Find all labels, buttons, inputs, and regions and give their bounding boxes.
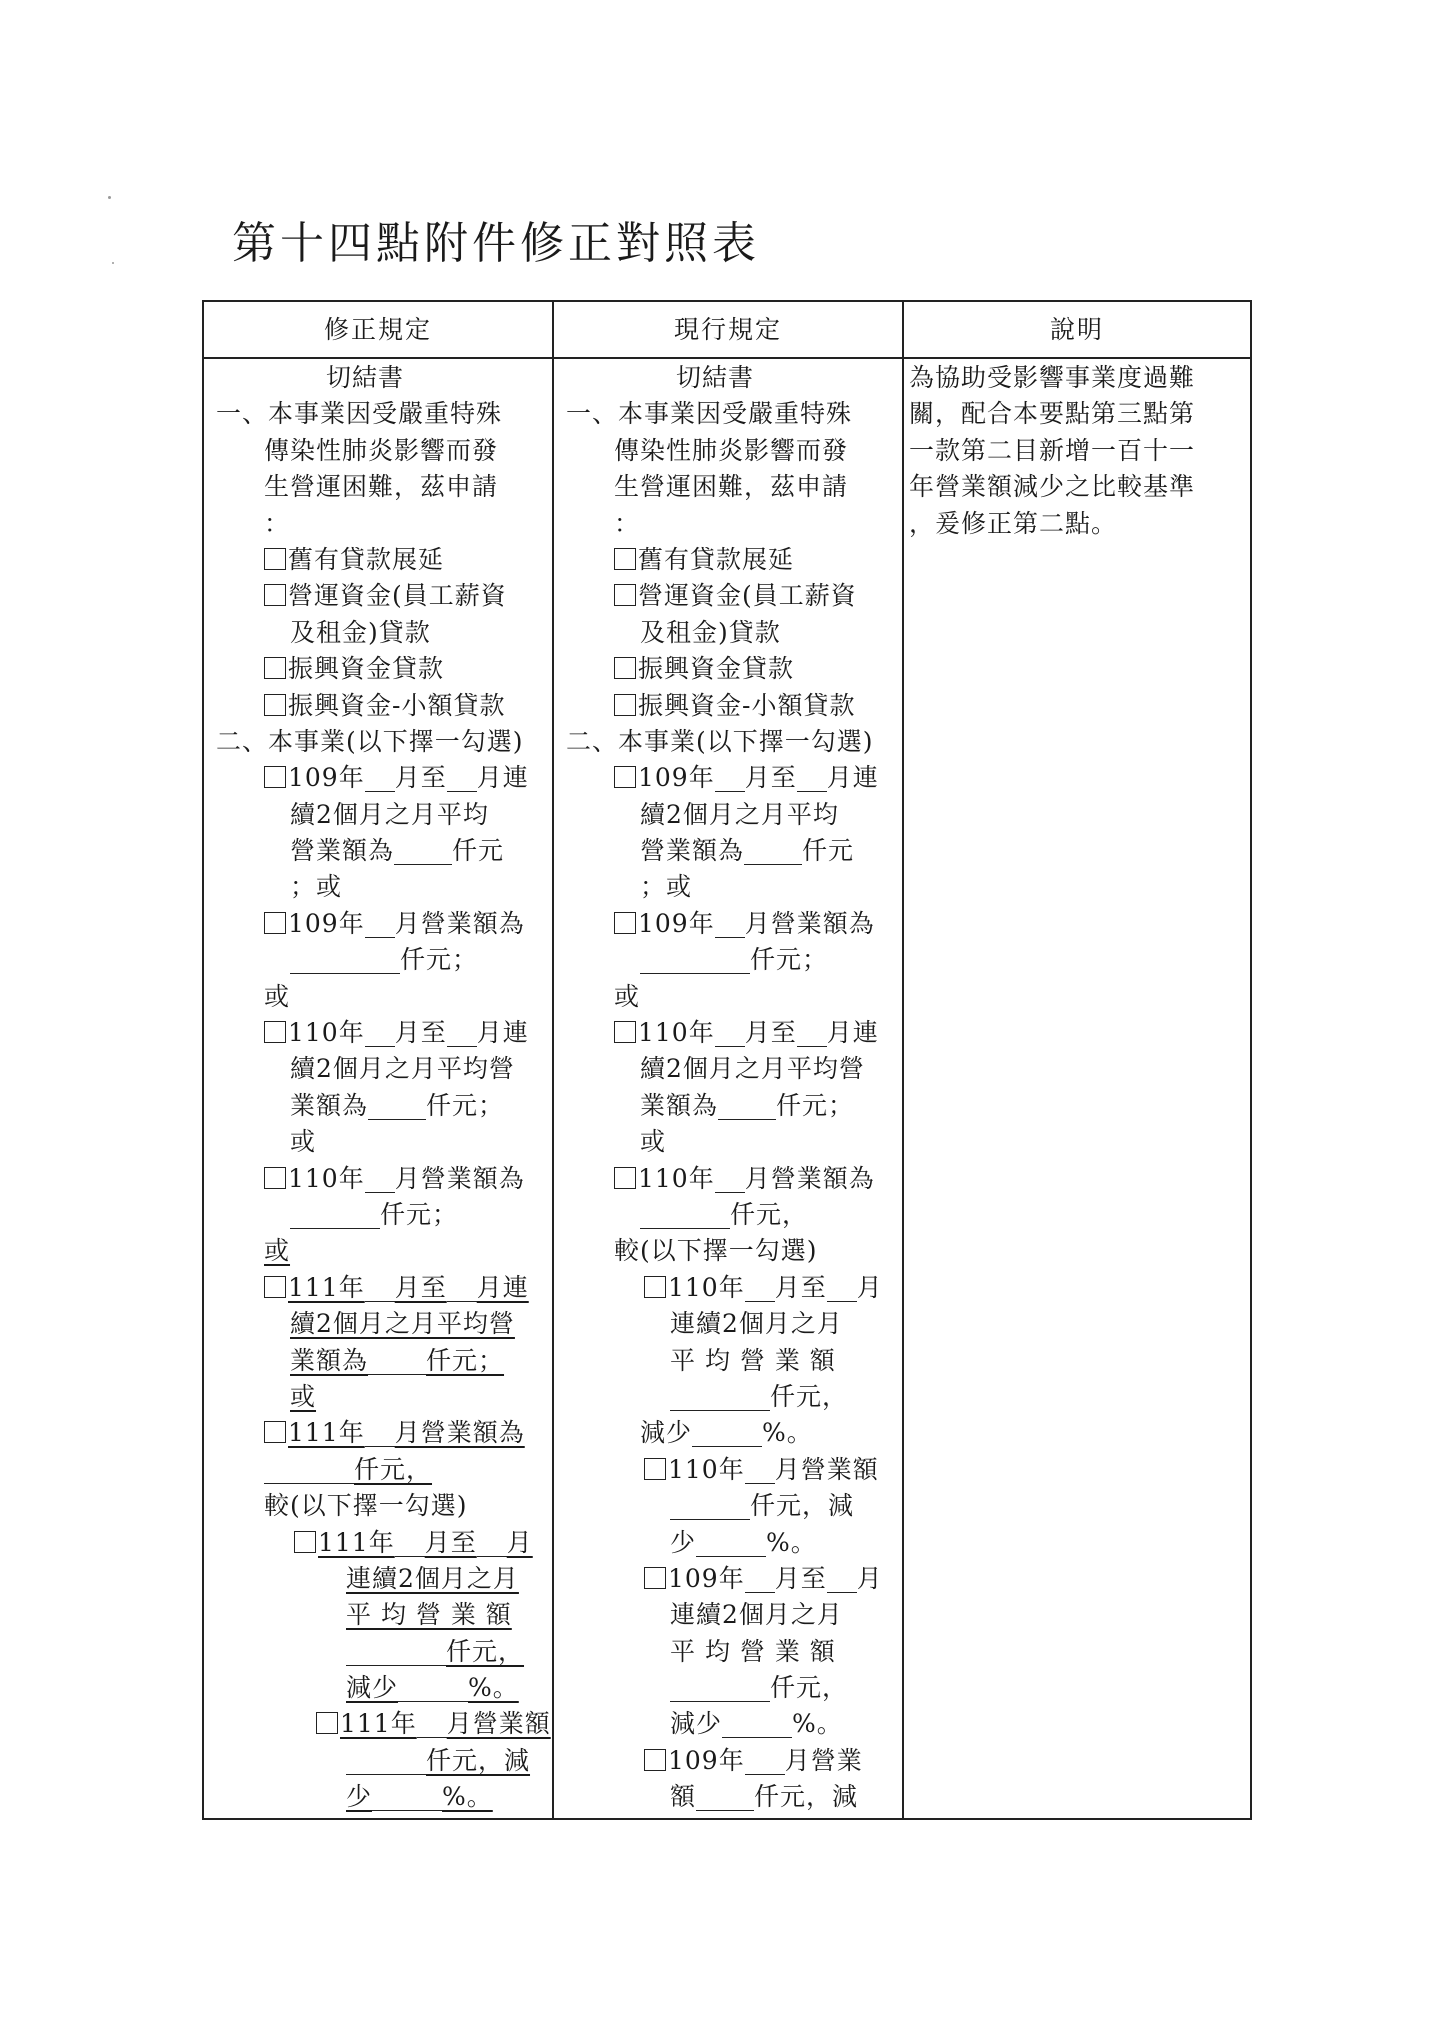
current-cmp110-month: 110年 月營業額 xyxy=(566,1452,896,1488)
current-cmp110-range-cont: 減少 %。 xyxy=(640,1418,813,1448)
blank[interactable] xyxy=(365,765,395,792)
checkbox[interactable] xyxy=(264,1421,286,1443)
current-loan-option: 舊有貸款展延 xyxy=(566,542,896,578)
current-110-month-cont: 仟元， xyxy=(566,1197,896,1233)
checkbox[interactable] xyxy=(316,1712,338,1734)
scan-speck xyxy=(108,196,111,199)
checkbox[interactable] xyxy=(614,584,636,606)
checkbox[interactable] xyxy=(264,548,286,570)
current-110-range-cont: 業額為 仟元； xyxy=(640,1090,855,1120)
header-revised: 修正規定 xyxy=(323,315,432,344)
blank[interactable] xyxy=(395,1530,425,1557)
blank[interactable] xyxy=(365,1020,395,1047)
blank[interactable] xyxy=(365,1275,395,1302)
blank[interactable] xyxy=(290,947,400,974)
blank[interactable] xyxy=(447,765,477,792)
blank[interactable] xyxy=(715,911,745,938)
blank[interactable] xyxy=(797,1020,827,1047)
checkbox[interactable] xyxy=(644,1276,666,1298)
blank[interactable] xyxy=(447,1020,477,1047)
revised-109-month: 109年 月營業額為 xyxy=(216,906,546,942)
blank[interactable] xyxy=(745,1457,775,1484)
blank[interactable] xyxy=(715,1020,745,1047)
current-cmp109-month: 109年 月營業 xyxy=(566,1743,896,1779)
checkbox[interactable] xyxy=(644,1458,666,1480)
blank[interactable] xyxy=(696,1530,766,1557)
current-item1-line: 生營運困難，茲申請 xyxy=(614,472,849,502)
current-cmp109-range-cont: 平 均 營 業 額 xyxy=(670,1636,836,1666)
current-cmp109-range-cont: 連續2個月之月 xyxy=(670,1600,843,1630)
current-110-month: 110年 月營業額為 xyxy=(566,1161,896,1197)
revised-110-month-cont: 仟元； xyxy=(216,1197,546,1233)
page-title: 第十四點附件修正對照表 xyxy=(232,218,760,269)
blank[interactable] xyxy=(368,1093,426,1120)
revised-or: 或 xyxy=(290,1127,317,1157)
blank[interactable] xyxy=(827,1566,857,1593)
current-item2-head: 二、本事業(以下擇一勾選) xyxy=(566,726,874,756)
current-loan-option: 振興資金-小額貸款 xyxy=(566,688,896,724)
blank[interactable] xyxy=(346,1639,446,1666)
checkbox[interactable] xyxy=(264,766,286,788)
current-cmp109-range-cont: 減少 %。 xyxy=(670,1709,843,1739)
revised-loan-option: 舊有貸款展延 xyxy=(216,542,546,578)
current-cmp110-range: 110年 月至 月 xyxy=(566,1270,896,1306)
current-heading: 切結書 xyxy=(676,363,755,392)
explanation-line: 一款第二目新增一百十一 xyxy=(909,435,1196,465)
column-divider xyxy=(902,302,904,1818)
revised-loan-option: 振興資金貸款 xyxy=(216,651,546,687)
revised-item1-line: 生營運困難，茲申請 xyxy=(264,472,499,502)
revised-109-range: 109年 月至 月連 xyxy=(216,760,546,796)
checkbox[interactable] xyxy=(264,912,286,934)
blank[interactable] xyxy=(290,1202,380,1229)
blank[interactable] xyxy=(670,1384,770,1411)
current-item1-line: 傳染性肺炎影響而發 xyxy=(614,435,849,465)
current-110-range-cont: 續2個月之月平均營 xyxy=(640,1054,865,1084)
current-item1-line: 一、本事業因受嚴重特殊 xyxy=(566,399,853,429)
checkbox[interactable] xyxy=(264,1167,286,1189)
blank[interactable] xyxy=(797,765,827,792)
checkbox[interactable] xyxy=(294,1531,316,1553)
revised-loan-option: 營運資金(員工薪資 xyxy=(216,578,546,614)
revised-item1-line: 傳染性肺炎影響而發 xyxy=(264,435,499,465)
current-or: 或 xyxy=(614,981,641,1011)
blank[interactable] xyxy=(745,1566,775,1593)
blank[interactable] xyxy=(365,1420,395,1447)
checkbox[interactable] xyxy=(614,548,636,570)
revised-cmp-month-cont: 少 %。 xyxy=(346,1782,493,1812)
revised-111-range-cont: 續2個月之月平均營 xyxy=(290,1309,515,1339)
revised-column xyxy=(216,360,551,1816)
explanation-line: 關，配合本要點第三點第 xyxy=(909,399,1196,429)
checkbox[interactable] xyxy=(614,1167,636,1189)
blank[interactable] xyxy=(365,1166,395,1193)
blank[interactable] xyxy=(477,1530,507,1557)
revised-cmp-range-cont: 減少 %。 xyxy=(346,1673,519,1703)
blank[interactable] xyxy=(368,1348,426,1375)
revised-or-new: 或 xyxy=(290,1381,317,1411)
current-109-range-cont: 營業額為 仟元 xyxy=(640,836,855,866)
current-cmp109-range-cont: 仟元， xyxy=(566,1670,896,1706)
blank[interactable] xyxy=(417,1711,447,1738)
header-current: 現行規定 xyxy=(673,315,782,344)
blank[interactable] xyxy=(827,1275,857,1302)
blank[interactable] xyxy=(670,1675,770,1702)
revised-cmp-range-cont: 平 均 營 業 額 xyxy=(346,1600,512,1630)
blank[interactable] xyxy=(715,1166,745,1193)
blank[interactable] xyxy=(744,838,802,865)
blank[interactable] xyxy=(715,765,745,792)
revised-110-range-cont: 業額為 仟元； xyxy=(290,1090,505,1120)
current-or: 或 xyxy=(640,1127,667,1157)
explanation-line: 為協助受影響事業度過難 xyxy=(909,363,1196,392)
revised-110-range: 110年 月至 月連 xyxy=(216,1015,546,1051)
revised-110-month: 110年 月營業額為 xyxy=(216,1161,546,1197)
blank[interactable] xyxy=(745,1275,775,1302)
explanation-text xyxy=(909,360,1249,542)
blank[interactable] xyxy=(394,838,452,865)
checkbox[interactable] xyxy=(614,657,636,679)
current-109-month: 109年 月營業額為 xyxy=(566,906,896,942)
revised-109-month-cont: 仟元； xyxy=(216,942,546,978)
current-cmp109-month-cont: 額 仟元，減 xyxy=(670,1782,859,1812)
current-loan-option: 營運資金(員工薪資 xyxy=(566,578,896,614)
current-cmp110-range-cont: 連續2個月之月 xyxy=(670,1309,843,1339)
current-cmp110-range-cont: 仟元， xyxy=(566,1379,896,1415)
blank[interactable] xyxy=(346,1748,426,1775)
checkbox[interactable] xyxy=(264,1276,286,1298)
current-110-range: 110年 月至 月連 xyxy=(566,1015,896,1051)
blank[interactable] xyxy=(372,1784,442,1811)
comparison-table xyxy=(202,300,1252,1820)
revised-cmp-range: 111年 月至 月 xyxy=(216,1525,546,1561)
checkbox[interactable] xyxy=(264,584,286,606)
revised-heading: 切結書 xyxy=(326,363,405,392)
blank[interactable] xyxy=(722,1711,792,1738)
explanation-line: 年營業額減少之比較基準 xyxy=(909,472,1196,502)
blank[interactable] xyxy=(692,1420,762,1447)
blank[interactable] xyxy=(398,1675,468,1702)
revised-cmp-month-cont: 仟元，減 xyxy=(216,1743,546,1779)
blank[interactable] xyxy=(640,947,750,974)
revised-compare: 較(以下擇一勾選) xyxy=(264,1491,468,1521)
scan-speck xyxy=(112,262,114,264)
revised-or: 或 xyxy=(264,981,291,1011)
revised-111-range: 111年 月至 月連 xyxy=(216,1270,546,1306)
revised-loan-option: 振興資金-小額貸款 xyxy=(216,688,546,724)
checkbox[interactable] xyxy=(644,1567,666,1589)
header-explanation: 說明 xyxy=(1049,315,1104,344)
revised-109-range-cont: 營業額為 仟元 xyxy=(290,836,505,866)
current-loan-option: 振興資金貸款 xyxy=(566,651,896,687)
current-cmp110-month-cont: 少 %。 xyxy=(670,1527,817,1557)
blank[interactable] xyxy=(264,1457,354,1484)
checkbox[interactable] xyxy=(644,1749,666,1771)
revised-110-range-cont: 續2個月之月平均營 xyxy=(290,1054,515,1084)
blank[interactable] xyxy=(447,1275,477,1302)
revised-cmp-range-cont: 連續2個月之月 xyxy=(346,1563,519,1593)
current-109-range-cont: ；或 xyxy=(640,872,693,902)
revised-cmp-month: 111年 月營業額 xyxy=(216,1706,546,1742)
current-cmp109-range: 109年 月至 月 xyxy=(566,1561,896,1597)
column-divider xyxy=(552,302,554,1818)
current-loan-option-cont: 及租金)貸款 xyxy=(640,617,781,647)
current-cmp110-range-cont: 平 均 營 業 額 xyxy=(670,1345,836,1375)
current-109-month-cont: 仟元； xyxy=(566,942,896,978)
checkbox[interactable] xyxy=(264,694,286,716)
blank[interactable] xyxy=(718,1093,776,1120)
current-cmp110-month-cont: 仟元，減 xyxy=(566,1488,896,1524)
explanation-line: ，爰修正第二點。 xyxy=(909,508,1118,538)
revised-item2-head: 二、本事業(以下擇一勾選) xyxy=(216,726,524,756)
current-item1-line: ： xyxy=(614,508,641,538)
current-109-range: 109年 月至 月連 xyxy=(566,760,896,796)
blank[interactable] xyxy=(696,1784,754,1811)
revised-111-month: 111年 月營業額為 xyxy=(216,1415,546,1451)
checkbox[interactable] xyxy=(264,657,286,679)
revised-cmp-range-cont: 仟元， xyxy=(216,1634,546,1670)
current-compare: 較(以下擇一勾選) xyxy=(614,1236,818,1266)
blank[interactable] xyxy=(365,911,395,938)
revised-109-range-cont: ；或 xyxy=(290,872,343,902)
revised-111-month-cont: 仟元， xyxy=(216,1452,546,1488)
revised-item1-line: 一、本事業因受嚴重特殊 xyxy=(216,399,503,429)
checkbox[interactable] xyxy=(614,766,636,788)
revised-111-range-cont: 業額為 仟元； xyxy=(290,1345,505,1375)
current-109-range-cont: 續2個月之月平均 xyxy=(640,799,839,829)
blank[interactable] xyxy=(670,1493,750,1520)
blank[interactable] xyxy=(640,1202,730,1229)
current-column xyxy=(566,360,896,1816)
blank[interactable] xyxy=(745,1748,785,1775)
checkbox[interactable] xyxy=(614,912,636,934)
checkbox[interactable] xyxy=(614,1021,636,1043)
checkbox[interactable] xyxy=(264,1021,286,1043)
revised-loan-option-cont: 及租金)貸款 xyxy=(290,617,431,647)
revised-109-range-cont: 續2個月之月平均 xyxy=(290,799,489,829)
revised-item1-line: ： xyxy=(264,508,291,538)
revised-or-new: 或 xyxy=(264,1236,291,1266)
checkbox[interactable] xyxy=(614,694,636,716)
